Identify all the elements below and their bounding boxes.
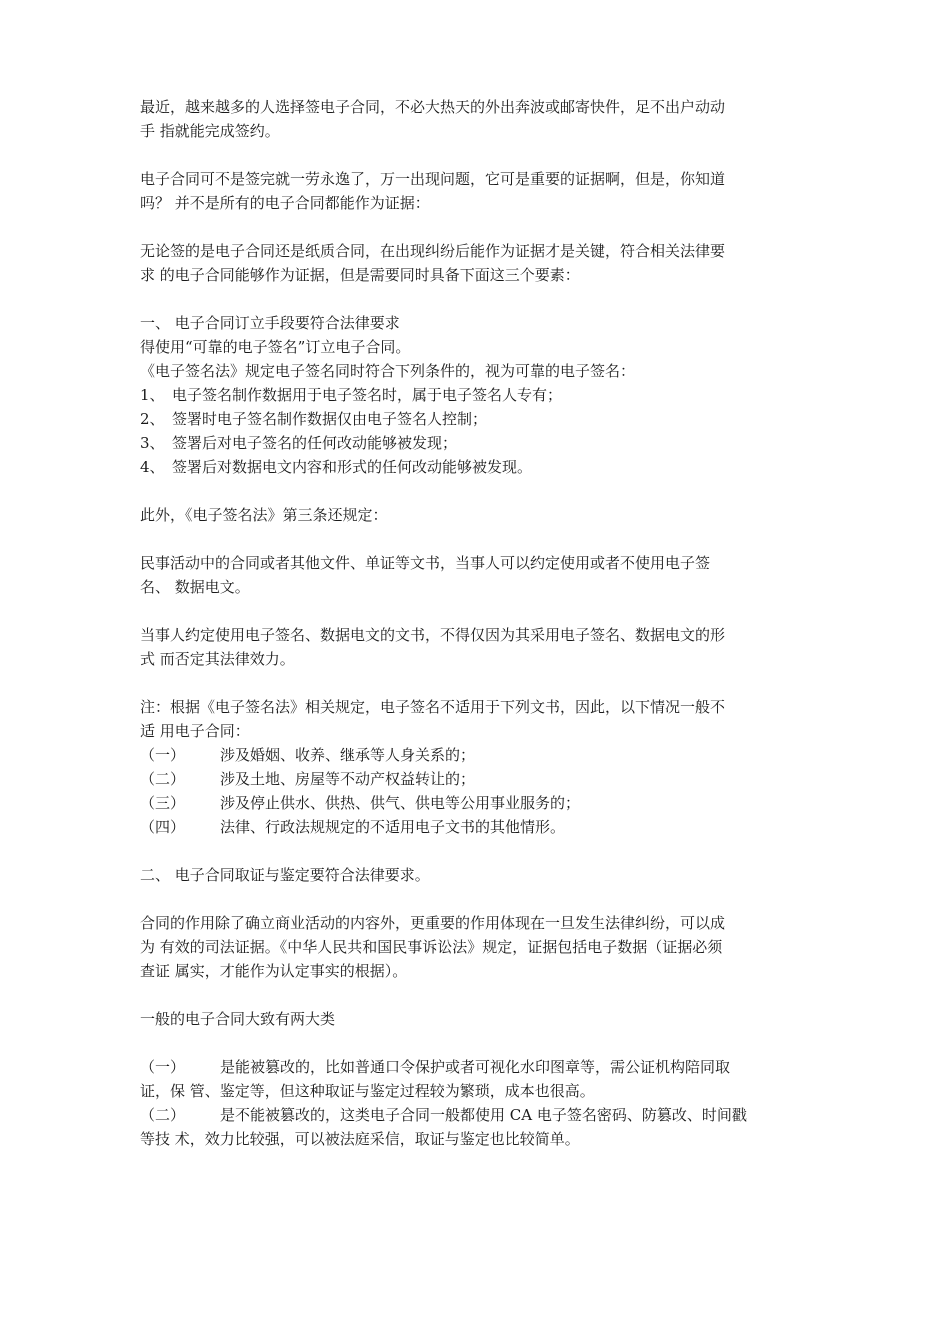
condition-number: 2、 [140, 410, 165, 428]
article-three-intro [140, 503, 816, 527]
text-line: 合同的作用除了确立商业活动的内容外，更重要的作用体现在一旦发生法律纠纷，可以成 [140, 914, 726, 932]
exclusion-item [140, 767, 816, 791]
contract-type-first-line [140, 1055, 816, 1079]
exclusion-item [140, 815, 816, 839]
exclusion-number: （四） [140, 818, 186, 836]
contract-type-text: 是能被篡改的，比如普通口令保护或者可视化水印图章等，需公证机构陪同取 [220, 1058, 731, 1076]
exclusion-number: （二） [140, 770, 186, 788]
intro-paragraph-2 [140, 167, 816, 215]
text-line: 为 有效的司法证据。《中华人民共和国民事诉讼法》规定，证据包括电子数据（证据必须 [140, 938, 723, 956]
contract-types-intro [140, 1007, 816, 1031]
law-provision-line: 《电子签名法》规定电子签名同时符合下列条件的，视为可靠的电子签名： [140, 362, 636, 380]
condition-number: 1、 [140, 386, 165, 404]
contract-type-text: 证，保 管、鉴定等，但这种取证与鉴定过程较为繁琐，成本也很高。 [140, 1082, 595, 1100]
civil-activity-paragraph [140, 551, 816, 599]
intro-paragraph-1 [140, 95, 816, 143]
text-line: 当事人约定使用电子签名、数据电文的文书，不得仅因为其采用电子签名、数据电文的形 [140, 626, 726, 644]
reliable-signature-line: 得使用“可靠的电子签名”订立电子合同。 [140, 338, 411, 356]
exclusion-text: 涉及婚姻、收养、继承等人身关系的； [220, 746, 476, 764]
condition-number: 4、 [140, 458, 165, 476]
contract-type-first-line [140, 1103, 816, 1127]
condition-item [140, 407, 816, 431]
text-line: 此外，《电子签名法》第三条还规定： [140, 506, 388, 524]
contract-type-item [140, 1055, 816, 1103]
text-line: 适 用电子合同： [140, 722, 250, 740]
condition-item [140, 383, 816, 407]
condition-text: 签署时电子签名制作数据仅由电子签名人控制； [172, 410, 488, 428]
exclusion-text: 涉及土地、房屋等不动产权益转让的； [220, 770, 476, 788]
contract-types-list [140, 1055, 816, 1151]
contract-type-text: 等技 术，效力比较强，可以被法庭采信，取证与鉴定也比较简单。 [140, 1130, 580, 1148]
condition-item [140, 455, 816, 479]
condition-number: 3、 [140, 434, 165, 452]
text-line: 一般的电子合同大致有两大类 [140, 1010, 336, 1028]
text-line: 查证 属实，才能作为认定事实的根据）。 [140, 962, 408, 980]
text-line: 民事活动中的合同或者其他文件、单证等文书，当事人可以约定使用或者不使用电子签 [140, 554, 711, 572]
text-line: 吗？ 并不是所有的电子合同都能作为证据： [140, 194, 430, 212]
contract-type-number: （二） [140, 1106, 186, 1124]
note-block [140, 695, 816, 839]
text-line: 名、 数据电文。 [140, 578, 250, 596]
text-line: 最近，越来越多的人选择签电子合同，不必大热天的外出奔波或邮寄快件，足不出户动动 [140, 98, 726, 116]
contract-type-text: 是不能被篡改的，这类电子合同一般都使用 CA 电子签名密码、防篡改、时间戳 [220, 1106, 747, 1124]
exclusion-text: 法律、行政法规规定的不适用电子文书的其他情形。 [220, 818, 566, 836]
text-line: 无论签的是电子合同还是纸质合同，在出现纠纷后能作为证据才是关键，符合相关法律要 [140, 242, 726, 260]
section-2-heading: 二、 电子合同取证与鉴定要符合法律要求。 [140, 866, 430, 884]
contract-type-number: （一） [140, 1058, 186, 1076]
text-line: 求 的电子合同能够作为证据，但是需要同时具备下面这三个要素： [140, 266, 580, 284]
text-line: 电子合同可不是签完就一劳永逸了，万一出现问题，它可是重要的证据啊，但是，你知道 [140, 170, 726, 188]
intro-paragraph-3 [140, 239, 816, 287]
document-page [140, 95, 816, 1151]
section-1-heading: 一、 电子合同订立手段要符合法律要求 [140, 314, 400, 332]
condition-text: 电子签名制作数据用于电子签名时，属于电子签名人专有； [172, 386, 563, 404]
section-2-heading-block [140, 863, 816, 887]
contract-purpose-paragraph [140, 911, 816, 983]
exclusion-item [140, 743, 816, 767]
condition-text: 签署后对数据电文内容和形式的任何改动能够被发现。 [172, 458, 533, 476]
condition-text: 签署后对电子签名的任何改动能够被发现； [172, 434, 458, 452]
exclusion-number: （一） [140, 746, 186, 764]
contract-type-item [140, 1103, 816, 1151]
exclusion-number: （三） [140, 794, 186, 812]
text-line: 手 指就能完成签约。 [140, 122, 280, 140]
exclusion-text: 涉及停止供水、供热、供气、供电等公用事业服务的； [220, 794, 581, 812]
section-1-block [140, 311, 816, 479]
condition-item [140, 431, 816, 455]
parties-agreement-paragraph [140, 623, 816, 671]
text-line: 式 而否定其法律效力。 [140, 650, 295, 668]
exclusion-item [140, 791, 816, 815]
text-line: 注：根据《电子签名法》相关规定，电子签名不适用于下列文书，因此，以下情况一般不 [140, 698, 726, 716]
